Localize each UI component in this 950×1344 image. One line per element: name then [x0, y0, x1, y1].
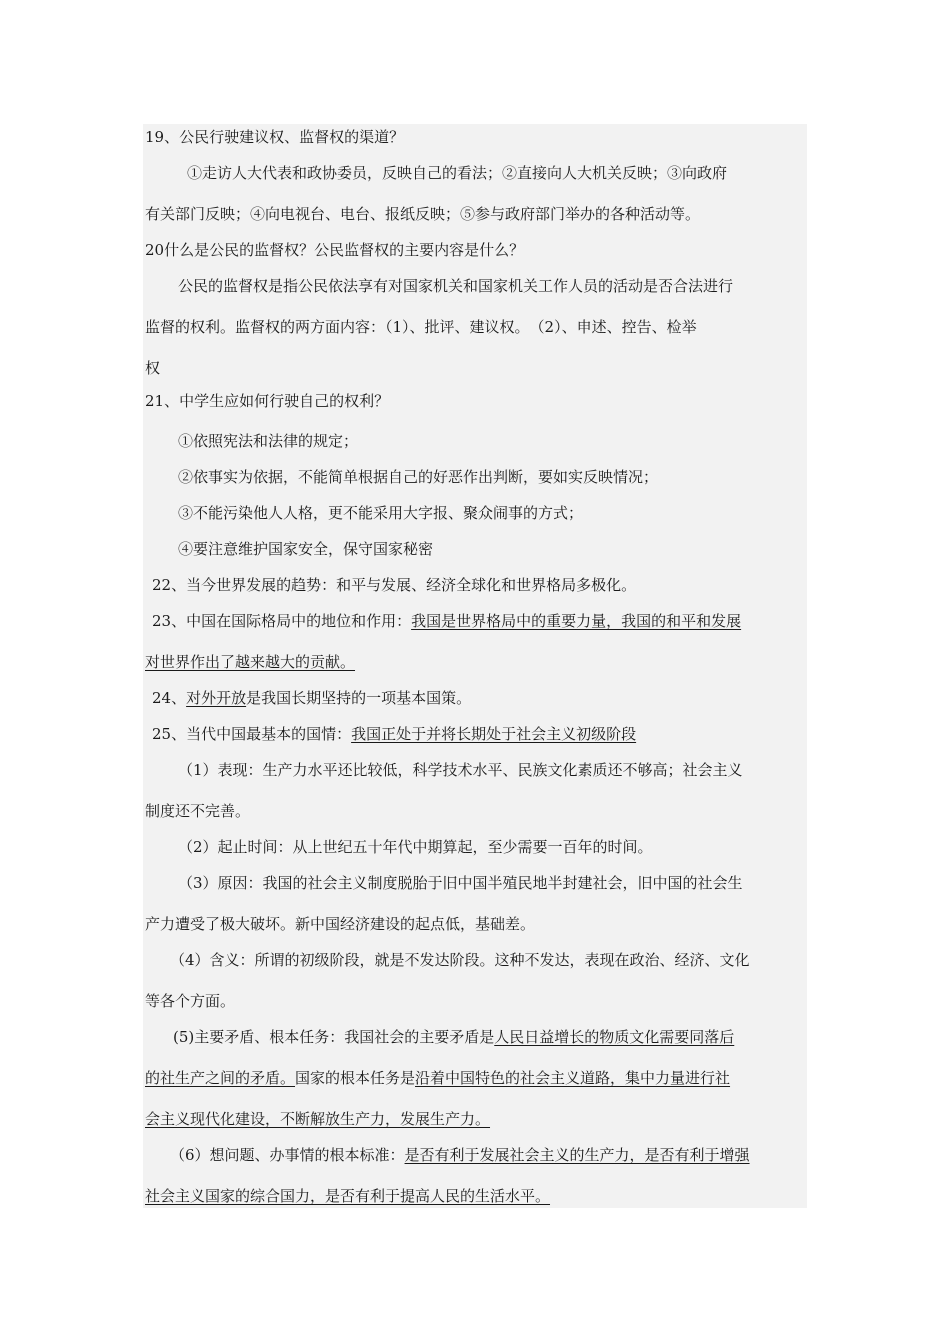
q25-point-4-line-2: 等各个方面。: [145, 992, 236, 1010]
q24-suffix: 是我国长期坚持的一项基本国策。: [246, 689, 472, 707]
q23-underlined-2: 对世界作出了越来越大的贡献。: [145, 653, 356, 671]
q25-point-3-line-1: （3）原因：我国的社会主义制度脱胎于旧中国半殖民地半封建社会，旧中国的社会生: [178, 874, 743, 892]
q25-point-5-underlined-1: 人民日益增长的物质文化需要同落后: [494, 1028, 735, 1046]
q25-point-6-underlined-2: 社会主义国家的综合国力，是否有利于提高人民的生活水平。: [145, 1187, 551, 1205]
q25-point-5-underlined-4: 会主义现代化建设，不断解放生产力，发展生产力。: [145, 1110, 491, 1128]
q25-prefix: 25、当代中国最基本的国情：: [152, 725, 352, 743]
q25-point-5-line-1: [173, 1028, 734, 1046]
q25-point-5-underlined-2: 的社生产之间的矛盾。: [145, 1069, 296, 1087]
q24-underlined: 对外开放: [186, 689, 247, 707]
q25-point-3-line-2: 产力遭受了极大破坏。新中国经济建设的起点低，基础差。: [145, 915, 536, 933]
q22: 22、当今世界发展的趋势：和平与发展、经济全球化和世界格局多极化。: [152, 576, 637, 594]
q20-answer-line-1: 公民的监督权是指公民依法享有对国家机关和国家机关工作人员的活动是否合法进行: [178, 277, 734, 295]
q20-title: 20什么是公民的监督权？公民监督权的主要内容是什么？: [145, 241, 525, 259]
q19-answer-line-1: ①走访人大代表和政协委员，反映自己的看法；②直接向人大机关反映；③向政府: [187, 164, 728, 182]
q23-prefix: 23、中国在国际格局中的地位和作用：: [152, 612, 412, 630]
q25-point-6-underlined-1: 是否有利于发展社会主义的生产力，是否有利于增强: [404, 1146, 750, 1164]
q25-point-6-line-2: [145, 1187, 550, 1205]
q25-point-5-mid: 国家的根本任务是: [295, 1069, 416, 1087]
q25-point-5-underlined-3: 沿着中国特色的社会主义道路，集中力量进行社: [415, 1069, 731, 1087]
q25-point-1-line-2: 制度还不完善。: [145, 802, 251, 820]
q25-point-5-line-3: [145, 1110, 490, 1128]
q21-item-2: ②依事实为依据，不能简单根据自己的好恶作出判断，要如实反映情况；: [178, 468, 659, 486]
q19-title: 19、公民行驶建议权、监督权的渠道？: [145, 128, 405, 146]
q19-answer-line-2: 有关部门反映；④向电视台、电台、报纸反映；⑤参与政府部门举办的各种活动等。: [145, 205, 701, 223]
q20-answer-line-2: 监督的权利。监督权的两方面内容：（1）、批评、建议权。 （2）、申述、控告、检举: [145, 318, 697, 336]
q24: [152, 689, 471, 707]
q23-line-2: [145, 653, 355, 671]
q21-item-4: ④要注意维护国家安全，保守国家秘密: [178, 540, 434, 558]
q23-line-1: [152, 612, 741, 630]
q25-point-6-line-1: [170, 1146, 750, 1164]
q25-point-6-prefix: （6）想问题、办事情的根本标准：: [170, 1146, 405, 1164]
q23-underlined-1: 我国是世界格局中的重要力量，我国的和平和发展: [411, 612, 742, 630]
q24-prefix: 24、: [152, 689, 187, 707]
q25-point-5-line-2: [145, 1069, 730, 1087]
q25-point-5-prefix: (5)主要矛盾、根本任务：我国社会的主要矛盾是: [173, 1028, 495, 1046]
q25-point-4-line-1: （4）含义：所谓的初级阶段，就是不发达阶段。这种不发达，表现在政治、经济、文化: [170, 951, 750, 969]
q25-underlined: 我国正处于并将长期处于社会主义初级阶段: [351, 725, 637, 743]
q21-item-1: ①依照宪法和法律的规定；: [178, 432, 359, 450]
q21-item-3: ③不能污染他人人格，更不能采用大字报、聚众闹事的方式；: [178, 504, 584, 522]
q20-answer-line-3: 权: [145, 359, 161, 377]
q21-title: 21、中学生应如何行驶自己的权利？: [145, 392, 390, 410]
q25-title: [152, 725, 636, 743]
q25-point-1-line-1: （1）表现：生产力水平还比较低，科学技术水平、民族文化素质还不够高；社会主义: [178, 761, 743, 779]
q25-point-2: （2）起止时间：从上世纪五十年代中期算起，至少需要一百年的时间。: [178, 838, 653, 856]
